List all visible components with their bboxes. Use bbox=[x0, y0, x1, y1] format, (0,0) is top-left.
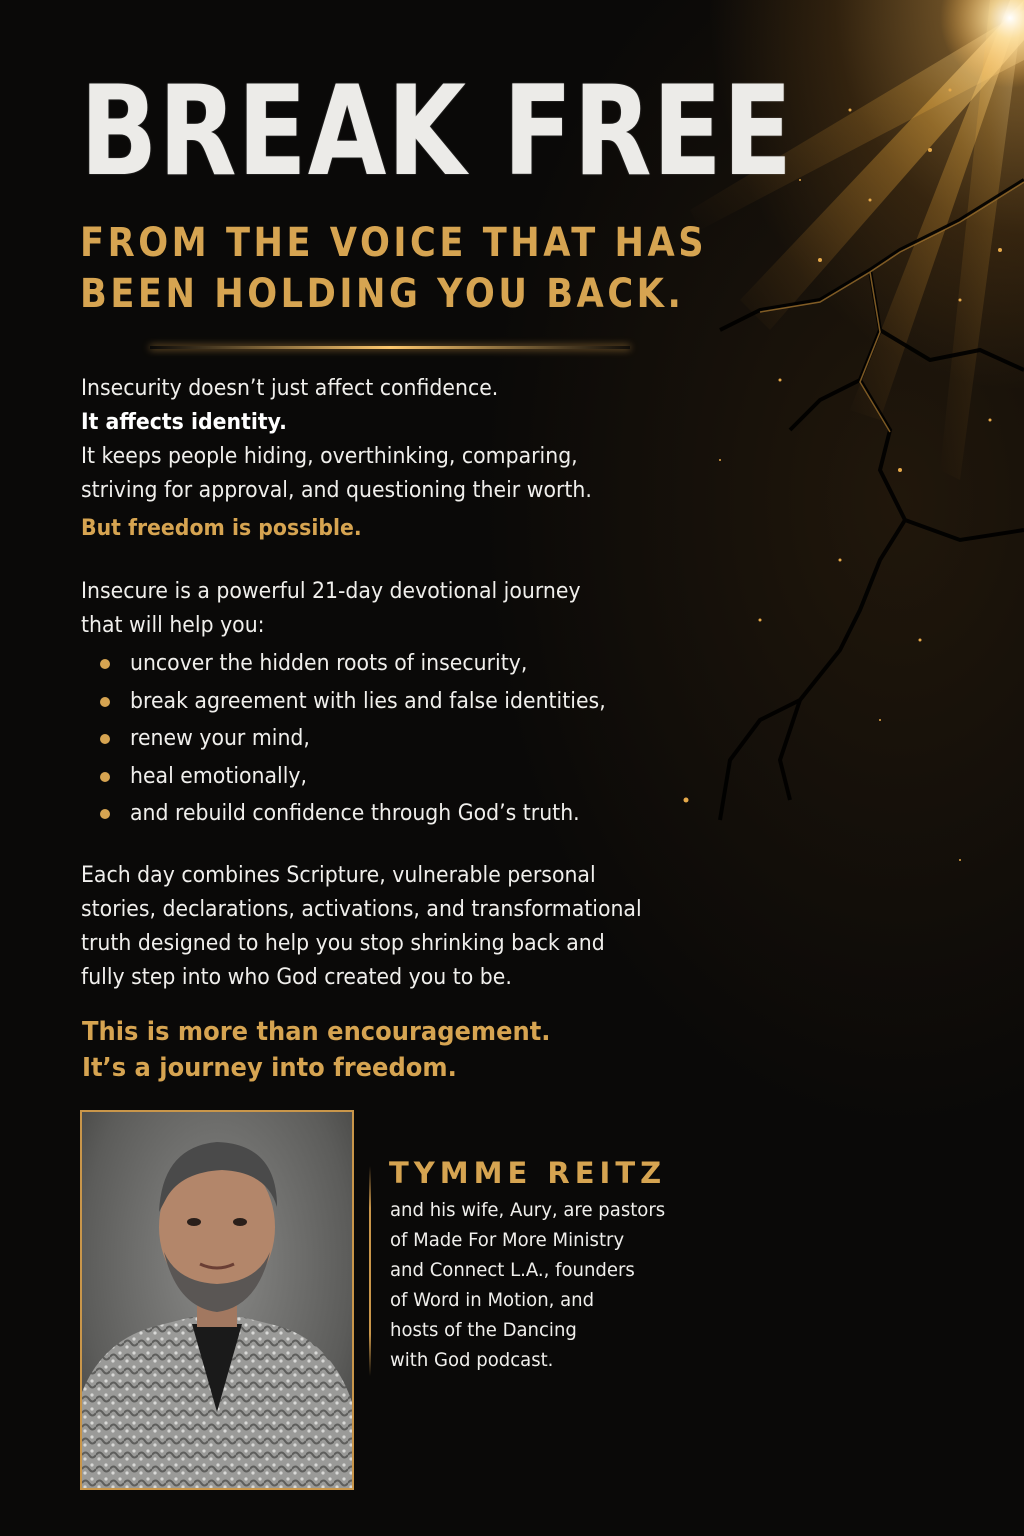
list-item bbox=[100, 645, 700, 683]
list-item bbox=[100, 683, 700, 721]
headline: BREAK FREE bbox=[80, 60, 794, 204]
author-bio-line: and Connect L.A., founders bbox=[390, 1259, 635, 1281]
description-line: fully step into who God created you to be. bbox=[81, 965, 512, 990]
list-item-text: heal emotionally, bbox=[130, 763, 308, 789]
closing-statement bbox=[82, 1014, 659, 1086]
list-item-text: renew your mind, bbox=[130, 726, 310, 751]
bullet-dot-icon bbox=[100, 659, 110, 669]
author-bio-line: with God podcast. bbox=[390, 1349, 554, 1371]
author-bio bbox=[390, 1195, 704, 1375]
intro-line: striving for approval, and questioning their worth. bbox=[81, 478, 592, 503]
journey-paragraph bbox=[81, 575, 658, 643]
subheadline-line: BEEN HOLDING YOU BACK. bbox=[80, 271, 685, 317]
list-item bbox=[100, 795, 700, 833]
subheadline-line: FROM THE VOICE THAT HAS bbox=[80, 220, 708, 266]
journey-line: that will help you: bbox=[81, 613, 265, 638]
list-item bbox=[100, 758, 700, 796]
journey-line: Insecure is a powerful 21-day devotional journey bbox=[81, 579, 581, 604]
author-portrait-illustration bbox=[82, 1112, 352, 1488]
list-item-text: and rebuild confidence through God’s truth. bbox=[130, 801, 580, 826]
intro-line: It keeps people hiding, overthinking, comparing, bbox=[81, 444, 578, 469]
description-line: Each day combines Scripture, vulnerable personal bbox=[81, 863, 596, 888]
intro-freedom-line: But freedom is possible. bbox=[81, 516, 362, 541]
bullet-dot-icon bbox=[100, 697, 110, 707]
author-bio-line: hosts of the Dancing bbox=[390, 1319, 577, 1341]
list-item-text: break agreement with lies and false identities, bbox=[130, 688, 606, 714]
gold-divider bbox=[150, 346, 630, 349]
closing-line: This is more than encouragement. bbox=[82, 1017, 551, 1047]
author-name: TYMME REITZ bbox=[389, 1156, 667, 1190]
author-bio-line: of Word in Motion, and bbox=[390, 1289, 595, 1311]
author-divider-line bbox=[369, 1166, 371, 1376]
description-line: truth designed to help you stop shrinking back and bbox=[81, 931, 605, 956]
description-line: stories, declarations, activations, and transformational bbox=[81, 897, 642, 922]
subheadline bbox=[80, 218, 708, 320]
bullet-dot-icon bbox=[100, 772, 110, 782]
list-item bbox=[100, 720, 700, 758]
benefits-list bbox=[100, 645, 700, 833]
author-bio-line: of Made For More Ministry bbox=[390, 1229, 625, 1251]
description-paragraph bbox=[81, 859, 658, 995]
bullet-dot-icon bbox=[100, 809, 110, 819]
closing-line: It’s a journey into freedom. bbox=[82, 1053, 457, 1083]
author-bio-line: and his wife, Aury, are pastors bbox=[390, 1199, 666, 1221]
list-item-text: uncover the hidden roots of insecurity, bbox=[130, 651, 528, 676]
author-photo bbox=[80, 1110, 354, 1490]
intro-paragraph bbox=[81, 372, 658, 546]
intro-emphasis: It affects identity. bbox=[81, 410, 287, 435]
intro-line: Insecurity doesn’t just affect confidence. bbox=[81, 376, 499, 401]
bullet-dot-icon bbox=[100, 734, 110, 744]
